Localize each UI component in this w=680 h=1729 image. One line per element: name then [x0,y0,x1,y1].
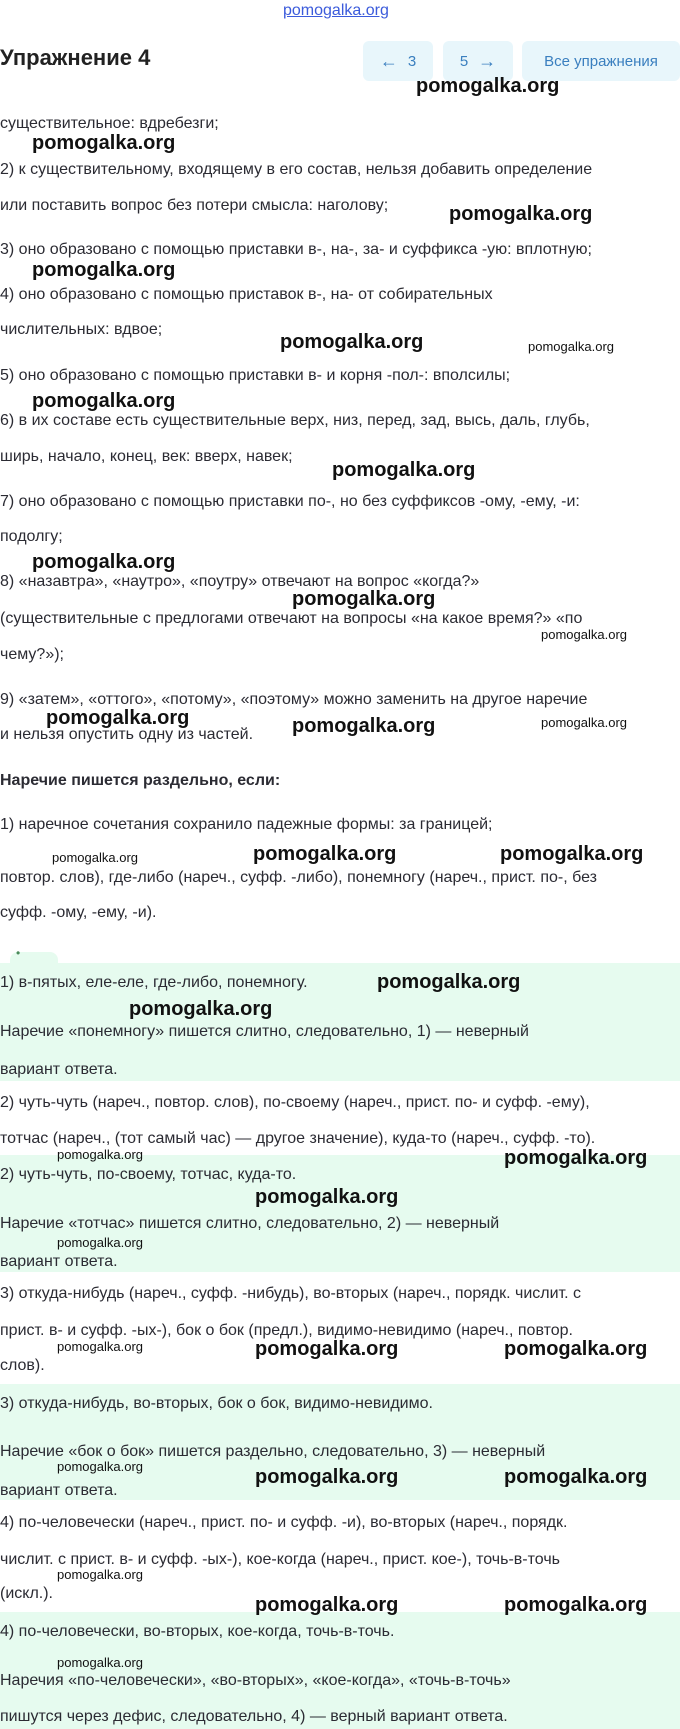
watermark: pomogalka.org [255,1594,399,1616]
watermark: pomogalka.org [32,259,176,281]
answer-option: 4) по-человечески, во-вторых, кое-когда, точь-в-точь. [0,1623,395,1640]
theory-line: 3) оно образовано с помощью приставки в-, на-, за- и суффикса -ую: вплотную; [0,241,592,258]
theory-line: повтор. слов), где-либо (нареч., суфф. -либо), понемногу (нареч., прист. по-, без [0,869,597,886]
theory-line: ширь, начало, конец, век: вверх, навек; [0,448,293,465]
theory-line: или поставить вопрос без потери смысла: наголову; [0,197,389,214]
solution-tab: • [10,952,58,966]
watermark: pomogalka.org [504,1338,648,1360]
answer-explanation: Наречие «тотчас» пишется слитно, следовательно, 2) — неверный [0,1215,500,1232]
theory-line: числительных: вдвое; [0,321,163,338]
answer-option: 1) в-пятых, еле-еле, где-либо, понемногу. [0,974,308,991]
theory-line: 2) к существительному, входящему в его состав, нельзя добавить определение [0,161,593,178]
answer-explanation: вариант ответа. [0,1482,118,1499]
watermark: pomogalka.org [255,1186,399,1208]
watermark: pomogalka.org [57,1567,143,1582]
watermark: pomogalka.org [541,715,627,730]
watermark: pomogalka.org [292,588,436,610]
theory-line: подолгу; [0,528,63,545]
watermark: pomogalka.org [129,998,273,1020]
watermark: pomogalka.org [449,203,593,225]
parse-line: тотчас (нареч., (тот самый час) — другое значение), куда-то (нареч., суфф. -то). [0,1130,596,1147]
watermark: pomogalka.org [32,132,176,154]
theory-line: 9) «затем», «оттого», «потому», «поэтому» можно заменить на другое наречие [0,691,588,708]
theory-line: чему?»); [0,646,64,663]
theory-heading: Наречие пишется раздельно, если: [0,772,281,789]
watermark: pomogalka.org [377,971,521,993]
arrow-right-icon: → [478,50,497,71]
watermark: pomogalka.org [255,1466,399,1488]
watermark: pomogalka.org [280,331,424,353]
parse-line: числит. с прист. в- и суфф. -ых-), кое-когда (нареч., прист. кое-), точь-в-точь [0,1551,560,1568]
prev-exercise-label: 3 [407,52,417,70]
answer-option: 3) откуда-нибудь, во-вторых, бок о бок, видимо-невидимо. [0,1395,433,1412]
watermark: pomogalka.org [32,551,176,573]
theory-line: 8) «назавтра», «наутро», «поутру» отвечают на вопрос «когда?» [0,573,480,590]
watermark: pomogalka.org [541,627,627,642]
answer-explanation: Наречие «понемногу» пишется слитно, следовательно, 1) — неверный [0,1023,529,1040]
theory-line: 7) оно образовано с помощью приставки по-, но без суффиксов -ому, -ему, -и: [0,493,580,510]
parse-line: 3) откуда-нибудь (нареч., суфф. -нибудь), во-вторых (нареч., порядк. числит. с [0,1285,581,1302]
answer-explanation: пишутся через дефис, следовательно, 4) — верный вариант ответа. [0,1708,508,1725]
watermark: pomogalka.org [253,843,397,865]
watermark: pomogalka.org [504,1594,648,1616]
theory-line: существительное: вдребезги; [0,115,219,132]
next-exercise-label: 5 [459,52,469,70]
all-exercises-label: Все упражнения [544,52,658,70]
parse-line: 2) чуть-чуть (нареч., повтор. слов), по-своему (нареч., прист. по- и суфф. -ему), [0,1094,590,1111]
watermark: pomogalka.org [292,715,436,737]
theory-line: и нельзя опустить одну из частей. [0,726,254,743]
answer-explanation: вариант ответа. [0,1061,118,1078]
theory-line: 5) оно образовано с помощью приставки в- и корня -пол-: вполсилы; [0,367,511,384]
theory-line: суфф. -ому, -ему, -и). [0,904,157,921]
answer-explanation: вариант ответа. [0,1253,118,1270]
watermark: pomogalka.org [57,1655,143,1670]
watermark: pomogalka.org [46,707,190,729]
theory-line: 4) оно образовано с помощью приставок в-, на- от собирательных [0,286,493,303]
theory-line: (существительные с предлогами отвечают на вопросы «на какое время?» «по [0,610,583,627]
watermark: pomogalka.org [504,1466,648,1488]
parse-line: (искл.). [0,1585,53,1602]
watermark: pomogalka.org [52,850,138,865]
watermark: pomogalka.org [332,459,476,481]
watermark: pomogalka.org [500,843,644,865]
parse-line: слов). [0,1357,45,1374]
watermark: pomogalka.org [504,1147,648,1169]
watermark: pomogalka.org [57,1235,143,1250]
watermark: pomogalka.org [416,75,560,97]
answer-explanation: Наречия «по-человечески», «во-вторых», «кое-когда», «точь-в-точь» [0,1672,511,1689]
answer-option: 2) чуть-чуть, по-своему, тотчас, куда-то. [0,1166,297,1183]
theory-line: 1) наречное сочетания сохранило падежные формы: за границей; [0,816,493,833]
watermark: pomogalka.org [528,339,614,354]
parse-line: 4) по-человечески (нареч., прист. по- и суфф. -и), во-вторых (нареч., порядк. [0,1514,568,1531]
theory-line: 6) в их составе есть существительные верх, низ, перед, зад, высь, даль, глубь, [0,412,590,429]
watermark: pomogalka.org [57,1459,143,1474]
watermark: pomogalka.org [255,1338,399,1360]
exercise-title: Упражнение 4 [0,45,151,70]
answer-explanation: Наречие «бок о бок» пишется раздельно, следовательно, 3) — неверный [0,1443,546,1460]
watermark: pomogalka.org [57,1339,143,1354]
watermark: pomogalka.org [57,1147,143,1162]
parse-line: прист. в- и суфф. -ых-), бок о бок (предл.), видимо-невидимо (нареч., повтор. [0,1322,573,1339]
watermark: pomogalka.org [32,390,176,412]
top-watermark-link[interactable]: pomogalka.org [283,2,389,19]
arrow-left-icon: ← [379,50,398,71]
